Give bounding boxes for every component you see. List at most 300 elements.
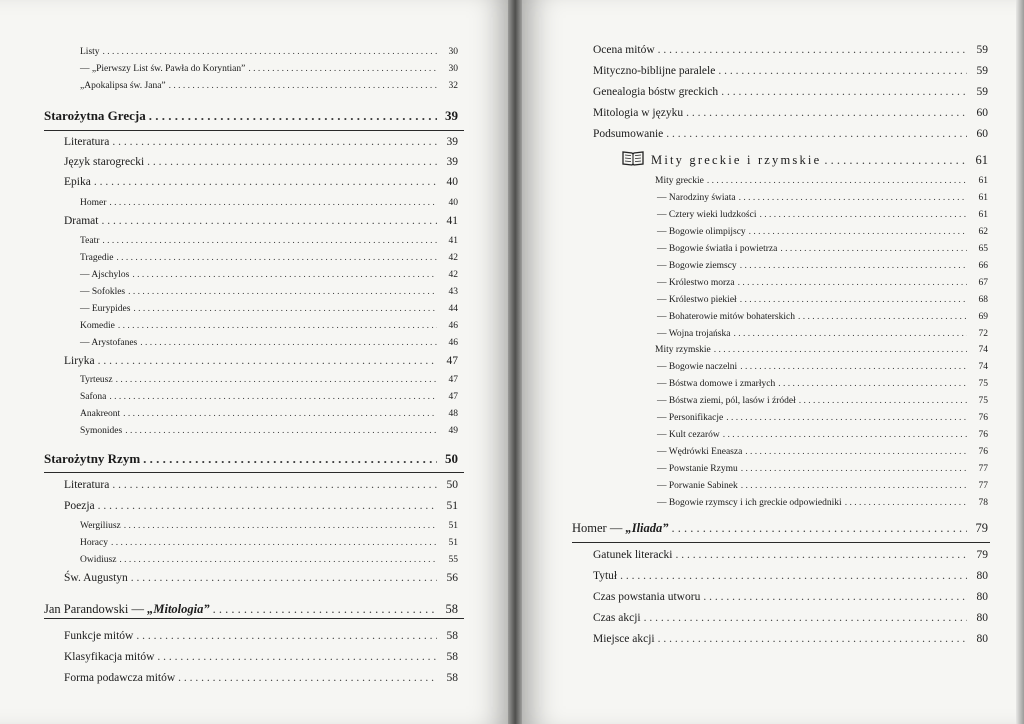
dot-leader: [132, 267, 437, 283]
toc-entry-title: Św. Augustyn: [64, 572, 128, 584]
dot-leader: [112, 134, 437, 150]
toc-entry: [64, 154, 458, 172]
dot-leader: [131, 570, 437, 586]
toc-entry-title: — Bogowie naczelni: [657, 362, 738, 372]
toc-entry-label: [44, 108, 146, 124]
toc-page-number: 41: [448, 236, 458, 246]
toc-entry-label: [593, 631, 655, 647]
toc-entry-label: [64, 570, 128, 586]
toc-entry-title: — Eurypides: [80, 304, 131, 314]
dot-leader: [740, 359, 967, 375]
toc-entry-title: Ocena mitów: [593, 44, 655, 56]
toc-page-number: 46: [448, 338, 458, 348]
toc-page-number: 80: [976, 570, 988, 582]
toc-entry-title: Czas powstania utworu: [593, 591, 701, 603]
toc-entry-title: „Apokalipsa św. Jana”: [80, 81, 166, 91]
toc-entry-label: [593, 42, 655, 58]
toc-entry-title: Język starogrecki: [64, 156, 145, 168]
toc-entry-title: Homer: [80, 198, 107, 208]
dot-leader: [147, 154, 437, 170]
toc-page-number: 68: [978, 295, 988, 305]
toc-entry: [64, 649, 458, 667]
toc-entry: [572, 520, 988, 538]
toc-entry-label: [593, 84, 718, 100]
toc-entry-label: [657, 495, 842, 511]
toc-page-number: 59: [976, 65, 988, 77]
toc-entry-title: — Narodziny świata: [657, 193, 736, 203]
toc-page-number: 50: [445, 451, 458, 466]
toc-page-number: 59: [976, 86, 988, 98]
toc-entry-label: [80, 250, 113, 266]
toc-entry: [593, 105, 988, 123]
toc-entry-label: [80, 195, 106, 211]
dot-leader: [116, 250, 437, 266]
toc-entry: [593, 631, 988, 649]
toc-entry: [80, 535, 458, 553]
toc-page-number: 51: [446, 500, 458, 512]
toc-entry: [80, 284, 458, 302]
toc-page-number: 30: [448, 64, 458, 74]
dot-leader: [686, 105, 967, 121]
toc-entry-title: Mity greckie i rzymskie: [651, 153, 822, 167]
toc-entry-title: Jan Parandowski —: [44, 602, 148, 616]
toc-entry: [64, 670, 458, 688]
toc-page-number: 39: [446, 136, 458, 148]
toc-entry-label: [80, 267, 129, 283]
dot-leader: [102, 233, 437, 249]
toc-entry-title: Tragedie: [80, 253, 114, 263]
toc-entry-title: Mity greckie: [655, 176, 704, 186]
toc-entry-title: — Królestwo morza: [657, 278, 735, 288]
toc-entry-emphasis: „Mitologia”: [147, 602, 210, 616]
toc-page-number: 48: [448, 409, 458, 419]
dot-leader: [109, 195, 437, 211]
toc-entry-label: [64, 134, 109, 150]
dot-leader: [739, 190, 967, 206]
toc-entry-label: [657, 207, 756, 223]
toc-entry-label: [64, 628, 133, 644]
toc-entry: [657, 444, 988, 462]
toc-entry: [657, 241, 988, 259]
dot-leader: [741, 461, 967, 477]
dot-leader: [118, 318, 437, 334]
dot-leader: [140, 335, 437, 351]
toc-page-number: 39: [446, 156, 458, 168]
toc-entry: [657, 190, 988, 208]
toc-entry-title: Mitologia w języku: [593, 107, 684, 119]
toc-entry: [80, 518, 458, 536]
toc-entry: [80, 233, 458, 251]
toc-page-number: 51: [448, 538, 458, 548]
toc-page-number: 77: [978, 481, 988, 491]
dot-leader: [749, 224, 967, 240]
toc-page-number: 32: [448, 81, 458, 91]
toc-entry: [64, 134, 458, 152]
toc-entry: [593, 84, 988, 102]
toc-entry-label: [80, 518, 121, 534]
toc-entry-title: Forma podawcza mitów: [64, 672, 176, 684]
toc-entry-title: Teatr: [80, 236, 100, 246]
toc-entry-label: [655, 342, 711, 358]
toc-entry: [657, 461, 988, 479]
toc-entry-title: — Arystofanes: [80, 338, 138, 348]
dot-leader: [116, 372, 437, 388]
dot-leader: [119, 552, 437, 568]
toc-page-number: 41: [446, 215, 458, 227]
toc-entry-title: Tyrteusz: [80, 375, 113, 385]
toc-page-number: 77: [978, 464, 988, 474]
toc-entry-title: Tytuł: [593, 570, 618, 582]
toc-page-number: 66: [978, 261, 988, 271]
toc-entry-label: [657, 258, 737, 274]
toc-entry-title: — Powstanie Rzymu: [657, 464, 738, 474]
toc-entry-title: Starożytny Rzym: [44, 451, 141, 466]
toc-entry: [655, 342, 988, 360]
toc-entry-title: Liryka: [64, 355, 95, 367]
dot-leader: [98, 498, 437, 514]
toc-entry-label: [64, 154, 144, 170]
dot-leader: [620, 568, 967, 584]
toc-entry-label: [593, 126, 663, 142]
toc-entry-title: — Cztery wieki ludzkości: [657, 210, 757, 220]
dot-leader: [213, 601, 437, 617]
toc-page-number: 59: [976, 44, 988, 56]
dot-leader: [738, 275, 967, 291]
right-page: [522, 0, 1024, 724]
toc-entry-title: Komedie: [80, 321, 115, 331]
toc-entry: [64, 353, 458, 371]
toc-entry-label: [80, 535, 108, 551]
toc-entry-title: — Królestwo piekieł: [657, 295, 737, 305]
page-edge: [1016, 0, 1024, 724]
dot-leader: [109, 389, 437, 405]
toc-entry-title: Owidiusz: [80, 555, 117, 565]
toc-page-number: 42: [448, 253, 458, 263]
toc-entry: [657, 376, 988, 394]
toc-entry-label: [657, 427, 720, 443]
toc-entry-label: [651, 152, 821, 168]
dot-leader: [123, 406, 437, 422]
toc-entry: [593, 126, 988, 144]
toc-entry: [657, 393, 988, 411]
toc-page-number: 40: [448, 198, 458, 208]
toc-entry-label: [657, 224, 746, 240]
toc-page-number: 61: [975, 153, 988, 167]
toc-page-number: 79: [976, 549, 988, 561]
toc-page-number: 49: [448, 426, 458, 436]
toc-page-number: 80: [976, 633, 988, 645]
toc-entry: [80, 552, 458, 570]
toc-entry-label: [572, 520, 669, 536]
toc-entry: [593, 589, 988, 607]
open-book-icon: [622, 150, 644, 166]
toc-entry-label: [657, 292, 737, 308]
toc-page-number: 62: [978, 227, 988, 237]
toc-entry-label: [593, 610, 641, 626]
toc-entry-label: [44, 451, 140, 467]
dot-leader: [157, 649, 437, 665]
toc-entry-title: Homer —: [572, 521, 626, 535]
dot-leader: [721, 84, 967, 100]
toc-entry-title: Genealogia bóstw greckich: [593, 86, 719, 98]
toc-page-number: 72: [978, 329, 988, 339]
dot-leader: [112, 477, 437, 493]
toc-entry: [80, 267, 458, 285]
toc-page-number: 58: [446, 630, 458, 642]
toc-entry-label: [593, 105, 683, 121]
dot-leader: [128, 284, 437, 300]
section-divider: [572, 542, 990, 543]
toc-entry-label: [593, 589, 700, 605]
dot-leader: [666, 126, 967, 142]
toc-page-number: 65: [978, 244, 988, 254]
toc-entry-title: Literatura: [64, 136, 110, 148]
toc-page-number: 61: [978, 176, 988, 186]
toc-entry-title: Czas akcji: [593, 612, 641, 624]
dot-leader: [726, 410, 967, 426]
dot-leader: [125, 423, 437, 439]
toc-entry: [44, 601, 458, 619]
dot-leader: [676, 547, 967, 563]
toc-entry: [657, 478, 988, 496]
toc-page-number: 74: [978, 362, 988, 372]
toc-page-number: 76: [978, 413, 988, 423]
toc-page-number: 56: [446, 572, 458, 584]
toc-entry-label: [657, 376, 775, 392]
toc-entry-label: [657, 275, 735, 291]
toc-entry: [593, 568, 988, 586]
toc-page-number: 55: [448, 555, 458, 565]
dot-leader: [703, 589, 967, 605]
toc-entry: [80, 78, 458, 96]
toc-entry-label: [80, 301, 130, 317]
toc-entry-label: [657, 478, 738, 494]
dot-leader: [143, 451, 437, 467]
toc-entry-title: Wergiliusz: [80, 521, 121, 531]
toc-entry: [657, 495, 988, 513]
dot-leader: [248, 61, 437, 77]
toc-entry-title: — Bogowie ziemscy: [657, 261, 737, 271]
toc-entry: [593, 63, 988, 81]
toc-entry-label: [657, 410, 723, 426]
toc-entry-title: Gatunek literacki: [593, 549, 673, 561]
toc-page-number: 51: [448, 521, 458, 531]
toc-entry: [593, 610, 988, 628]
toc-entry-label: [593, 63, 715, 79]
toc-entry-label: [80, 233, 99, 249]
toc-page-number: 47: [448, 392, 458, 402]
toc-entry-label: [64, 498, 95, 514]
toc-entry-label: [80, 423, 122, 439]
dot-leader: [745, 444, 967, 460]
toc-entry-title: — „Pierwszy List św. Pawła do Koryntian”: [80, 64, 246, 74]
dot-leader: [707, 173, 967, 189]
toc-entry-emphasis: „Iliada”: [625, 521, 669, 535]
toc-entry: [657, 292, 988, 310]
toc-entry-title: Mityczno-biblijne paralele: [593, 65, 716, 77]
toc-entry-title: — Sofokles: [80, 287, 126, 297]
toc-entry: [80, 195, 458, 213]
toc-page-number: 39: [445, 108, 458, 123]
dot-leader: [733, 326, 967, 342]
toc-page-number: 76: [978, 430, 988, 440]
dot-leader: [98, 353, 437, 369]
toc-entry: [64, 174, 458, 192]
toc-entry-label: [80, 406, 120, 422]
toc-entry-label: [80, 284, 125, 300]
toc-page-number: 47: [448, 375, 458, 385]
toc-entry-title: Literatura: [64, 479, 110, 491]
dot-leader: [718, 63, 967, 79]
toc-entry: [80, 406, 458, 424]
dot-leader: [824, 152, 967, 168]
toc-entry: [80, 335, 458, 353]
toc-page-number: 78: [978, 498, 988, 508]
dot-leader: [845, 495, 967, 511]
toc-page-number: 60: [976, 128, 988, 140]
toc-page-number: 75: [978, 379, 988, 389]
toc-entry: [44, 451, 458, 469]
toc-entry: [64, 477, 458, 495]
toc-entry-label: [657, 359, 737, 375]
dot-leader: [133, 301, 437, 317]
toc-entry: [657, 427, 988, 445]
toc-entry: [657, 224, 988, 242]
toc-entry-title: Horacy: [80, 538, 108, 548]
toc-entry: [80, 44, 458, 62]
toc-entry-title: — Bóstwa domowe i zmarłych: [657, 379, 776, 389]
dot-leader: [644, 610, 967, 626]
toc-entry-title: Podsumowanie: [593, 128, 664, 140]
dot-leader: [780, 241, 967, 257]
toc-entry-label: [80, 78, 166, 94]
toc-entry: [657, 207, 988, 225]
toc-page-number: 43: [448, 287, 458, 297]
toc-entry-title: Starożytna Grecja: [44, 108, 146, 123]
toc-entry: [64, 570, 458, 588]
dot-leader: [111, 535, 437, 551]
toc-page-number: 46: [448, 321, 458, 331]
dot-leader: [101, 213, 437, 229]
dot-leader: [658, 42, 967, 58]
dot-leader: [759, 207, 967, 223]
toc-page-number: 50: [446, 479, 458, 491]
toc-entry-label: [64, 174, 91, 190]
toc-page-number: 61: [978, 193, 988, 203]
toc-entry: [64, 498, 458, 516]
toc-entry: [593, 547, 988, 565]
toc-page-number: 74: [978, 345, 988, 355]
toc-entry-label: [657, 241, 777, 257]
toc-entry-label: [80, 372, 113, 388]
toc-page-number: 58: [446, 672, 458, 684]
dot-leader: [740, 258, 967, 274]
toc-entry: [593, 42, 988, 60]
dot-leader: [778, 376, 967, 392]
toc-entry-label: [657, 309, 795, 325]
toc-entry: [657, 275, 988, 293]
toc-entry-title: Anakreont: [80, 409, 121, 419]
toc-entry-title: Symonides: [80, 426, 123, 436]
toc-entry: [657, 359, 988, 377]
toc-entry: [80, 318, 458, 336]
toc-entry: [651, 152, 988, 170]
toc-entry-label: [655, 173, 704, 189]
toc-entry-label: [80, 552, 116, 568]
toc-entry-label: [657, 326, 730, 342]
toc-entry-label: [44, 601, 210, 617]
toc-page-number: 79: [975, 521, 988, 535]
toc-entry-label: [80, 61, 245, 77]
toc-entry-title: — Personifikacje: [657, 413, 724, 423]
toc-page-number: 80: [976, 612, 988, 624]
toc-entry: [657, 258, 988, 276]
toc-entry: [655, 173, 988, 191]
toc-entry-title: Poezja: [64, 500, 95, 512]
toc-entry: [80, 301, 458, 319]
toc-entry-title: — Kult cezarów: [657, 430, 720, 440]
section-divider: [44, 130, 464, 131]
toc-entry: [64, 628, 458, 646]
toc-entry-title: — Wędrówki Eneasza: [657, 447, 743, 457]
toc-page-number: 40: [446, 176, 458, 188]
toc-entry-title: Klasyfikacja mitów: [64, 651, 155, 663]
toc-entry: [80, 389, 458, 407]
toc-page-number: 61: [978, 210, 988, 220]
toc-entry: [80, 250, 458, 268]
toc-entry-label: [657, 444, 742, 460]
dot-leader: [103, 44, 437, 60]
toc-entry: [44, 108, 458, 126]
section-divider: [44, 618, 464, 619]
dot-leader: [741, 478, 967, 494]
toc-entry-title: — Bohaterowie mitów bohaterskich: [657, 312, 795, 322]
right-toc: [522, 0, 1024, 724]
toc-entry-title: Epika: [64, 176, 91, 188]
toc-page-number: 58: [446, 651, 458, 663]
toc-entry-title: Funkcje mitów: [64, 630, 134, 642]
dot-leader: [723, 427, 967, 443]
toc-page-number: 69: [978, 312, 988, 322]
dot-leader: [658, 631, 967, 647]
toc-entry-label: [64, 477, 109, 493]
toc-entry: [80, 61, 458, 79]
dot-leader: [799, 393, 967, 409]
toc-entry-title: Mity rzymskie: [655, 345, 711, 355]
dot-leader: [149, 108, 437, 124]
dot-leader: [136, 628, 437, 644]
toc-page-number: 58: [445, 602, 458, 616]
toc-page-number: 80: [976, 591, 988, 603]
toc-page-number: 30: [448, 47, 458, 57]
toc-entry-label: [64, 213, 98, 229]
toc-entry-title: — Porwanie Sabinek: [657, 481, 738, 491]
toc-entry-label: [657, 461, 738, 477]
toc-entry-label: [657, 190, 736, 206]
toc-entry-title: — Bóstwa ziemi, pól, lasów i źródeł: [657, 396, 796, 406]
toc-entry-title: Dramat: [64, 215, 99, 227]
toc-entry-label: [80, 318, 115, 334]
dot-leader: [169, 78, 437, 94]
toc-entry: [64, 213, 458, 231]
toc-page-number: 60: [976, 107, 988, 119]
toc-entry-label: [80, 389, 106, 405]
toc-entry: [80, 372, 458, 390]
dot-leader: [672, 520, 967, 536]
toc-entry-label: [64, 670, 175, 686]
toc-entry-title: — Bogowie olimpijscy: [657, 227, 746, 237]
dot-leader: [714, 342, 967, 358]
